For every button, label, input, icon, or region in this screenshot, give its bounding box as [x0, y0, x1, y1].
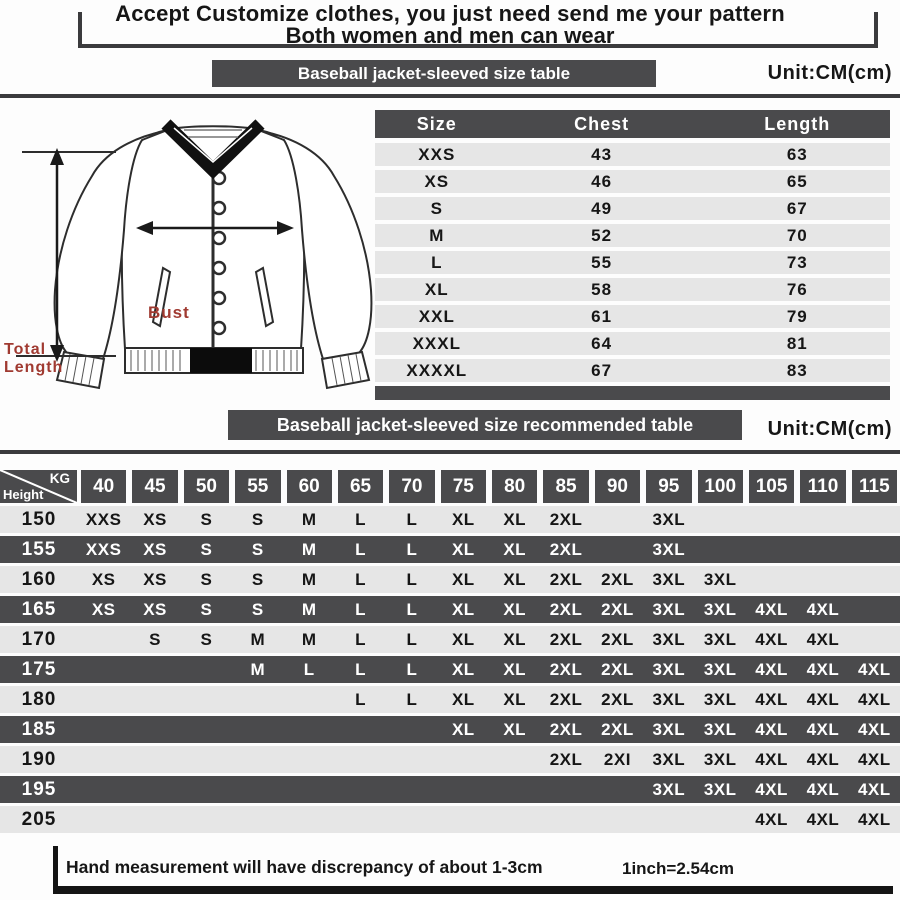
size-table-cell: XXS: [418, 144, 456, 164]
matrix-cell: 4XL: [755, 689, 788, 709]
weight-header-cell: 65: [338, 470, 383, 503]
matrix-cell: 4XL: [806, 659, 840, 679]
size-table-row: [375, 143, 890, 166]
matrix-cell: S: [200, 539, 213, 559]
matrix-row: [0, 806, 900, 833]
matrix-cell: XS: [91, 599, 116, 619]
weight-header-cell: 115: [852, 470, 897, 503]
size-table-header: [375, 110, 890, 138]
matrix-row: [0, 596, 900, 623]
matrix-cell: XS: [143, 569, 167, 589]
size-table-row: [375, 251, 890, 274]
matrix-cell: M: [250, 659, 266, 679]
matrix-cell: 3XL: [652, 689, 686, 709]
matrix-cell: L: [355, 659, 366, 679]
size-table-cell: XXXL: [412, 333, 461, 353]
heading-line-1: Accept Customize clothes, you just need send me your pattern: [115, 1, 785, 26]
matrix-cell: 4XL: [755, 749, 788, 769]
matrix-cell: S: [251, 569, 264, 589]
matrix-cell: S: [149, 629, 161, 649]
size-table-cell: 49: [591, 198, 613, 218]
matrix-cell: 3XL: [652, 779, 686, 799]
matrix-cell: 3XL: [652, 719, 686, 739]
size-table-cell: 63: [786, 144, 808, 164]
matrix-cell: 4XL: [755, 809, 788, 829]
size-table-cell: 76: [786, 279, 808, 299]
matrix-cell: 2XL: [601, 629, 634, 649]
matrix-row: [0, 566, 900, 593]
weight-header-cell: 50: [184, 470, 229, 503]
weight-header-cell: 75: [441, 470, 486, 503]
height-cell: 180: [21, 688, 57, 710]
size-table-cell: M: [429, 225, 445, 245]
recommended-table-banner: Baseball jacket-sleeved size recommended table: [228, 410, 742, 440]
matrix-cell: 4XL: [806, 629, 840, 649]
matrix-cell: 2XL: [601, 569, 634, 589]
matrix-cell: XL: [451, 629, 475, 649]
height-cell: 175: [21, 658, 57, 680]
matrix-cell: 2XL: [549, 569, 583, 589]
size-table-cell: 79: [786, 306, 808, 326]
matrix-row: [0, 716, 900, 743]
matrix-cell: S: [200, 599, 213, 619]
weight-header-cell: 95: [646, 470, 691, 503]
matrix-cell: L: [355, 629, 366, 649]
size-table-cell: XS: [424, 171, 450, 191]
matrix-cell: 2XI: [603, 749, 631, 769]
matrix-cell: 2XL: [601, 659, 634, 679]
divider-1: [0, 94, 900, 98]
matrix-cell: 3XL: [703, 749, 737, 769]
matrix-cell: 4XL: [857, 719, 891, 739]
matrix-cell: XL: [503, 719, 527, 739]
matrix-cell: 2XL: [549, 629, 583, 649]
size-table-cell: 55: [591, 252, 613, 272]
matrix-cell: 3XL: [703, 569, 737, 589]
matrix-cell: 2XL: [549, 719, 583, 739]
matrix-cell: XL: [451, 509, 475, 529]
size-table-cell: XL: [424, 279, 449, 299]
size-table-cell: 81: [786, 333, 808, 353]
heading-line-2: Both women and men can wear: [285, 23, 615, 48]
unit-label-1: Unit:CM(cm): [767, 62, 892, 84]
matrix-cell: 2XL: [601, 689, 634, 709]
matrix-cell: S: [251, 539, 264, 559]
matrix-cell: S: [200, 509, 213, 529]
matrix-cell: 3XL: [703, 629, 737, 649]
matrix-cell: 4XL: [755, 599, 788, 619]
matrix-cell: XL: [503, 569, 527, 589]
corner-kg-label: KG: [49, 471, 70, 486]
matrix-cell: 3XL: [703, 599, 737, 619]
matrix-cell: 2XL: [601, 719, 634, 739]
weight-header-cell: 105: [749, 470, 794, 503]
matrix-row: [0, 776, 900, 803]
size-table-cell: 83: [786, 360, 808, 380]
matrix-cell: 2XL: [549, 659, 583, 679]
matrix-cell: XL: [503, 689, 527, 709]
size-table-row: [375, 305, 890, 328]
height-cell: 150: [21, 508, 57, 530]
matrix-cell: L: [406, 599, 418, 619]
matrix-cell: 3XL: [703, 659, 737, 679]
matrix-cell: M: [301, 629, 317, 649]
weight-header-cell: 55: [235, 470, 280, 503]
matrix-cell: 4XL: [755, 719, 788, 739]
matrix-cell: 3XL: [652, 539, 686, 559]
size-table-row: [375, 332, 890, 355]
matrix-cell: 3XL: [703, 689, 737, 709]
size-table-row: [375, 224, 890, 247]
matrix-cell: 3XL: [703, 719, 737, 739]
matrix-cell: XXS: [85, 509, 122, 529]
weight-header-cell: 85: [543, 470, 588, 503]
matrix-cell: S: [251, 599, 264, 619]
size-table-row: [375, 278, 890, 301]
matrix-cell: XL: [451, 539, 475, 559]
matrix-cell: XS: [143, 509, 167, 529]
matrix-cell: S: [251, 509, 264, 529]
matrix-cell: 4XL: [857, 659, 891, 679]
matrix-cell: XL: [451, 719, 475, 739]
heading-underline-bracket: [78, 12, 878, 48]
matrix-cell: XL: [503, 659, 527, 679]
weight-header-cell: 60: [287, 470, 332, 503]
size-table-cell: 67: [786, 198, 808, 218]
matrix-cell: XL: [451, 599, 475, 619]
matrix-cell: XL: [503, 539, 527, 559]
matrix-cell: XS: [91, 569, 116, 589]
measurement-note: Hand measurement will have discrepancy of about 1-3cm: [66, 857, 543, 877]
matrix-cell: XL: [451, 689, 475, 709]
size-table-cell: 73: [786, 252, 808, 272]
height-cell: 195: [21, 778, 57, 800]
matrix-cell: L: [406, 509, 418, 529]
height-cell: 160: [21, 568, 57, 590]
total-length-line-1: Total: [4, 341, 47, 358]
size-table-rows: [375, 143, 890, 382]
matrix-cell: L: [406, 569, 418, 589]
size-table-cell: 64: [591, 333, 613, 353]
matrix-cell: 4XL: [755, 629, 788, 649]
matrix-cell: 4XL: [755, 779, 788, 799]
matrix-cell: S: [200, 629, 213, 649]
weight-header-cell: 70: [389, 470, 434, 503]
column-header-chest: Chest: [574, 113, 630, 134]
matrix-cell: 3XL: [703, 779, 737, 799]
size-table-footer-bar: [375, 386, 890, 400]
size-table-row: [375, 359, 890, 382]
weight-header-cell: 110: [800, 470, 845, 503]
matrix-cell: S: [200, 569, 213, 589]
height-cell: 205: [21, 808, 57, 830]
matrix-cell: 4XL: [806, 719, 840, 739]
matrix-cell: L: [406, 629, 418, 649]
matrix-cell: 2XL: [601, 599, 634, 619]
size-table-cell: 46: [591, 171, 613, 191]
matrix-cell: 3XL: [652, 569, 686, 589]
matrix-cell: 4XL: [857, 749, 891, 769]
size-table-cell: 52: [591, 225, 613, 245]
matrix-cell: 2XL: [549, 599, 583, 619]
matrix-cell: 4XL: [806, 689, 840, 709]
matrix-cell: L: [355, 599, 366, 619]
matrix-cell: L: [355, 539, 366, 559]
matrix-cell: XL: [503, 599, 527, 619]
matrix-cell: 3XL: [652, 749, 686, 769]
total-length-line-2: Length: [4, 359, 64, 376]
matrix-cell: 4XL: [806, 779, 840, 799]
matrix-cell: 3XL: [652, 509, 686, 529]
size-table-cell: S: [430, 198, 443, 218]
size-table-row: [375, 197, 890, 220]
matrix-row: [0, 626, 900, 653]
matrix-cell: L: [355, 569, 366, 589]
matrix-cell: L: [303, 659, 315, 679]
matrix-cell: L: [406, 689, 418, 709]
matrix-row: [0, 746, 900, 773]
size-table-cell: 65: [786, 171, 808, 191]
size-table: [375, 110, 890, 400]
matrix-cell: M: [301, 569, 317, 589]
size-table-cell: L: [431, 252, 443, 272]
size-table-cell: 67: [591, 360, 613, 380]
matrix-cell: M: [301, 509, 317, 529]
matrix-header: [0, 470, 900, 503]
size-table-cell: 61: [591, 306, 613, 326]
weight-header-cell: 100: [698, 470, 743, 503]
matrix-cell: M: [301, 539, 317, 559]
matrix-cell: 2XL: [549, 509, 583, 529]
matrix-cell: XS: [143, 539, 167, 559]
matrix-cell: 4XL: [857, 809, 891, 829]
height-cell: 165: [21, 598, 57, 620]
height-cell: 155: [21, 538, 57, 560]
divider-2: [0, 450, 900, 454]
height-cell: 185: [21, 718, 57, 740]
jacket-diagram: [0, 100, 380, 400]
weight-header-cell: 45: [132, 470, 177, 503]
matrix-cell: L: [355, 509, 366, 529]
column-header-length: Length: [764, 113, 831, 134]
matrix-cell: XL: [451, 569, 475, 589]
matrix-row: [0, 506, 900, 533]
matrix-cell: 2XL: [549, 539, 583, 559]
unit-label-2: Unit:CM(cm): [767, 418, 892, 440]
matrix-cell: XXS: [85, 539, 122, 559]
matrix-cell: L: [406, 659, 418, 679]
height-cell: 170: [21, 628, 57, 650]
size-table-cell: 43: [591, 144, 613, 164]
size-table-row: [375, 170, 890, 193]
weight-header-cell: 90: [595, 470, 640, 503]
matrix-cell: XS: [143, 599, 167, 619]
matrix-cell: M: [301, 599, 317, 619]
bust-label: Bust: [148, 303, 190, 322]
size-table-cell: 70: [786, 225, 808, 245]
matrix-corner-cell: [0, 470, 77, 503]
matrix-cell: L: [406, 539, 418, 559]
matrix-cell: 4XL: [806, 749, 840, 769]
weight-header-cell: 80: [492, 470, 537, 503]
column-header-size: Size: [416, 113, 457, 134]
matrix-cell: 3XL: [652, 659, 686, 679]
matrix-row: [0, 656, 900, 683]
matrix-cell: 2XL: [549, 749, 583, 769]
height-cell: 190: [21, 748, 57, 770]
matrix-cell: 4XL: [806, 599, 840, 619]
total-length-label: [4, 341, 63, 377]
matrix-cell: 4XL: [857, 689, 891, 709]
size-table-banner: Baseball jacket-sleeved size table: [212, 60, 656, 87]
size-table-cell: XXXXL: [406, 360, 468, 380]
matrix-cell: XL: [503, 509, 527, 529]
matrix-cell: 2XL: [549, 689, 583, 709]
matrix-row: [0, 536, 900, 563]
matrix-cell: 3XL: [652, 629, 686, 649]
recommended-size-matrix: [0, 470, 900, 836]
matrix-cell: XL: [503, 629, 527, 649]
inch-conversion: 1inch=2.54cm: [622, 859, 734, 878]
matrix-cell: L: [355, 689, 366, 709]
matrix-cell: 3XL: [652, 599, 686, 619]
matrix-cell: M: [250, 629, 266, 649]
matrix-cell: 4XL: [806, 809, 840, 829]
matrix-row: [0, 686, 900, 713]
size-table-cell: XXL: [418, 306, 455, 326]
matrix-cell: XL: [451, 659, 475, 679]
size-table-cell: 58: [591, 279, 613, 299]
matrix-rows: [0, 506, 900, 833]
matrix-cell: 4XL: [857, 779, 891, 799]
weight-header-cell: 40: [81, 470, 126, 503]
corner-height-label: Height: [3, 487, 44, 502]
matrix-cell: 4XL: [755, 659, 788, 679]
